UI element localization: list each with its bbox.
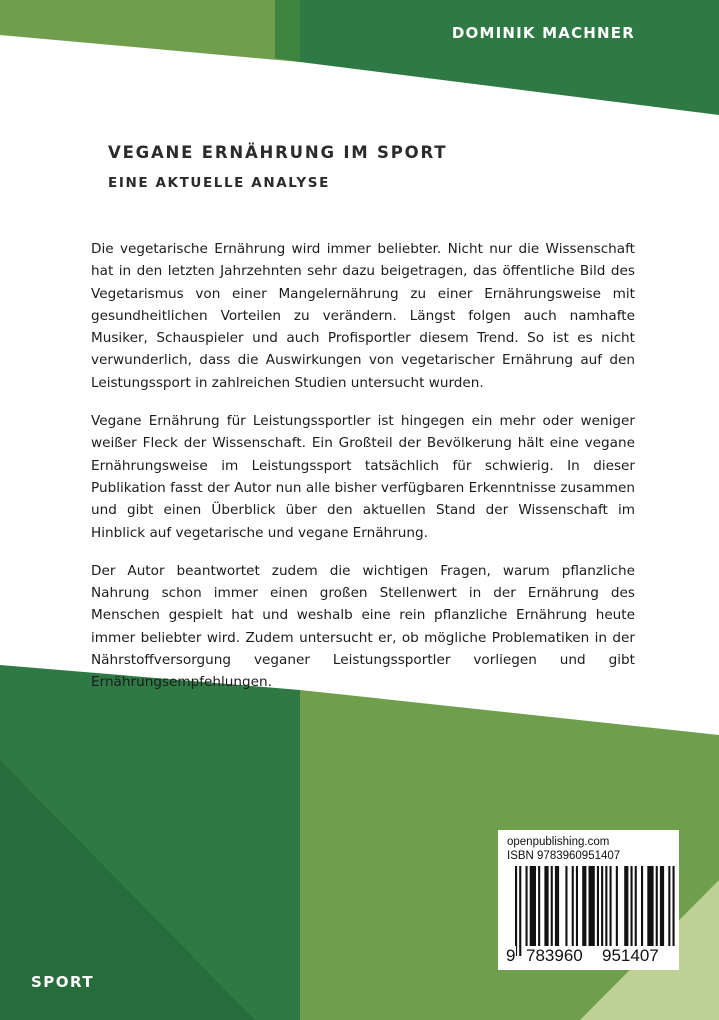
barcode-digit-lead: 9 [506,946,516,965]
blurb-paragraph-3: Der Autor beantwortet zudem die wichtigen Fragen, warum pflanzliche Nahrung schon immer einen großen Stellenwert in der Ernährung des Menschen gespielt hat und weshalb eine rein pflanzliche Ernährung heute immer beliebter wird. Zudem untersucht er, ob mögliche Problematiken in der Nährstoffversorgung veganer Leistungssportler vorliegen und gibt Ernährungsempfehlungen. [91,562,635,691]
blurb-paragraph-1: Die vegetarische Ernährung wird immer beliebter. Nicht nur die Wissenschaft hat in den letzten Jahrzehnten sehr dazu beigetragen, das öffentliche Bild des Vegetarismus von einer Mangelernährung zu einer Ernährungsweise mit gesundheitlichen Vorteilen zu verändern. Längst folgen auch namhafte Musiker, Schauspieler und auch Profisportler diesem Trend. So ist es nicht verwunderlich, dass die Auswirkungen von vegetarischer Ernährung auf den Leistungssport in zahlreichen Studien untersucht wurden. [91,241,635,391]
top-band-shade [275,0,300,62]
barcode-bar [530,866,536,946]
barcode-bar [589,866,595,946]
barcode-bar [641,866,643,946]
barcode-bar [519,866,521,956]
barcode-bar [601,866,603,946]
barcode-bar [576,866,578,946]
barcode-digit-group-1: 783960 [526,946,583,965]
barcode-bar [544,866,548,946]
book-subtitle: EINE AKTUELLE ANALYSE [108,175,330,191]
barcode-bar [631,866,633,946]
barcode-bar [555,866,559,946]
isbn-label: ISBN 9783960951407 [507,850,621,862]
publisher-url: openpublishing.com [507,836,610,848]
top-band-dark [300,0,719,115]
top-band-light [0,0,300,62]
barcode-bar [660,866,664,946]
barcode-bar [538,866,540,946]
barcode-bars [505,866,675,956]
barcode-bar [551,866,553,946]
barcode-digit-group-2: 951407 [602,946,659,965]
barcode-bar [572,866,574,946]
barcode-bar [605,866,607,956]
barcode-bar [635,866,637,946]
barcode-bar [597,866,599,946]
author-name: DOMINIK MACHNER [451,24,635,42]
barcode-bar [582,866,586,946]
barcode-bar [616,866,618,946]
book-title: VEGANE ERNÄHRUNG IM SPORT [108,143,448,162]
blurb-paragraph-2: Vegane Ernährung für Leistungssportler ist hingegen ein mehr oder weniger weißer Fleck der Wissenschaft. Ein Großteil der Bevölkerung hält eine vegane Ernährungsweise im Leistungssport tatsächlich für schwierig. In dieser Publikation fasst der Autor nun alle bisher verfügbaren Erkenntnisse zusammen und gibt einen Überblick über den aktuellen Stand der Wissenschaft im Hinblick auf vegetarische und vegane Ernährung. [91,413,635,541]
barcode-bar [624,866,628,946]
category-label: SPORT [31,973,95,991]
barcode-bar [610,866,612,956]
blurb [91,238,635,710]
barcode-bar [656,866,658,946]
barcode-bar [515,866,517,956]
barcode-bar [565,866,567,946]
barcode-bar [526,866,528,946]
barcode-bar [647,866,653,946]
barcode-bar [668,866,670,946]
barcode-bar [673,866,675,946]
